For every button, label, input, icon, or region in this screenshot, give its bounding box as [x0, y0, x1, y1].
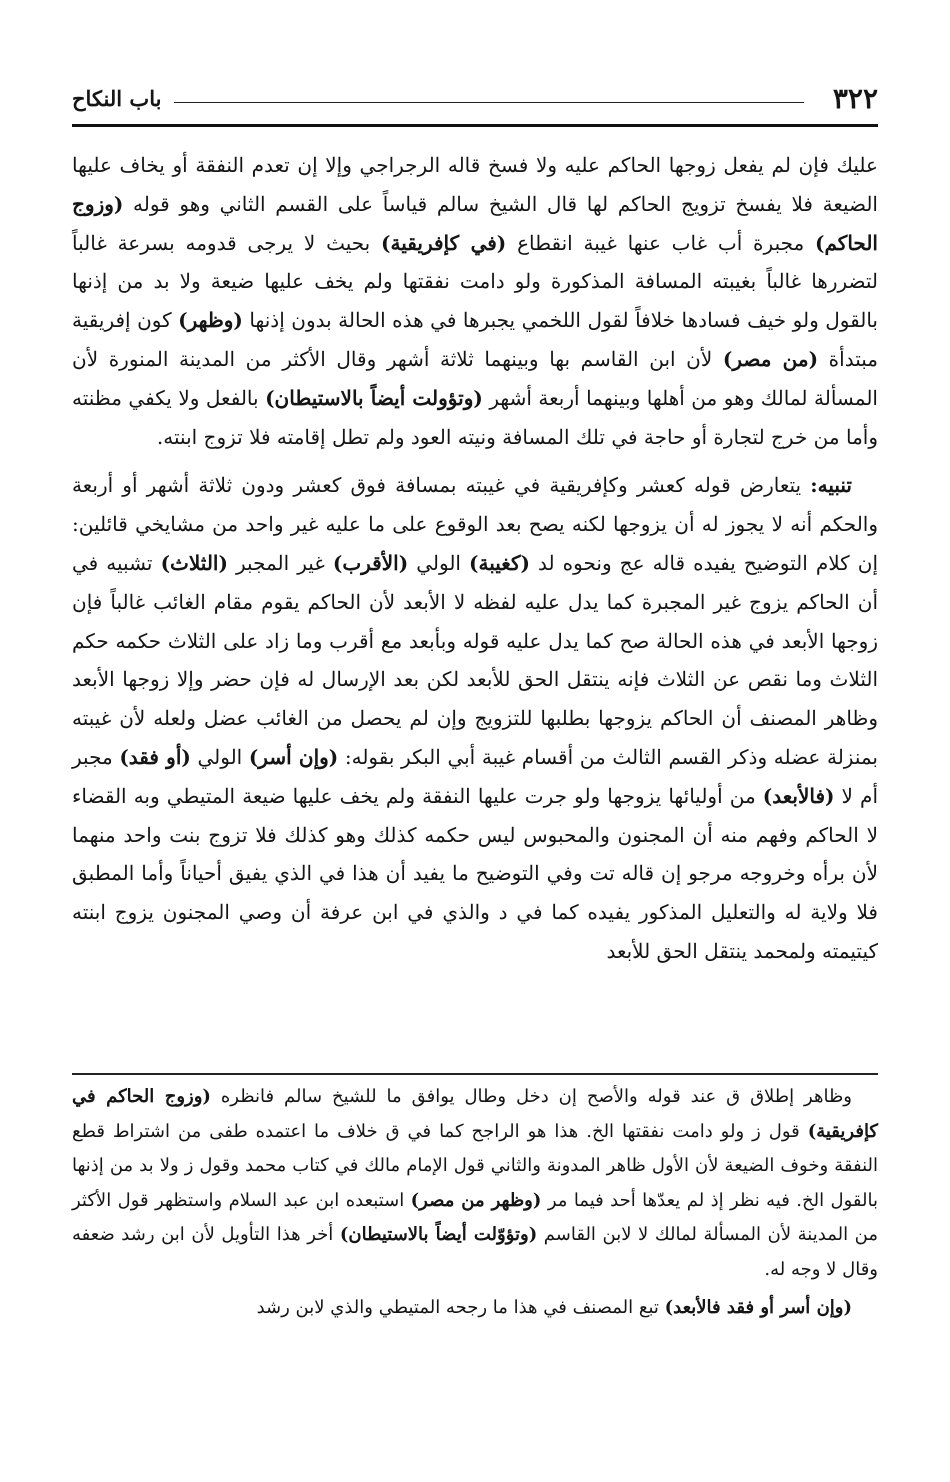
footnote-paragraph-2: [72, 1291, 878, 1326]
matn-quote: (وظهر من مصر): [410, 1189, 542, 1211]
matn-quote: (وزوج الحاكم): [72, 191, 878, 255]
text-run: عليك فإن لم يفعل زوجها الحاكم عليه ولا فسخ قاله الرجراجي وإلا إن تعدم النفقة أو يخاف عليها الضيعة فلا يفسخ تزويج الحاكم لها قال الشيخ سالم قياساً على القسم الثاني وهو قوله: [72, 153, 878, 216]
matn-quote: (الثلاث): [160, 550, 228, 575]
text-run: من أوليائها يزوجها ولو جرت عليها النفقة ولم يخف عليها ضيعة المتيطي وبه القضاء لا الحاكم وفهم منه أن المجنون والمحبوس ليس حكمه كذلك وهو كذلك فلا تزوج بنت واحد منهما لأن برأه وخروجه مرجو إن قاله تت وفي التوضيح ما يفيد أن هذا في الذي يفيق أحياناً وأما المطبق فلا ولاية له والتعليل المذكور يفيده كما في د والذي في ابن عرفة أن وصي المجنون يزوج ابنته كيتيمته ولمحمد ينتقل الحق للأبعد: [72, 783, 878, 963]
matn-quote: (وظهر): [178, 308, 243, 333]
matn-quote: (كغيبة): [469, 550, 530, 575]
text-run: تشبيه في أن الحاكم يزوج غير المجبرة كما يدل عليه لفظه لا الأبعد لأن الحاكم يقوم مقام الغائب غالباً فإن زوجها الأبعد في هذه الحالة صح كما يدل عليه قوله وبأبعد مع أقرب وما زاد على الثلاث حكمه حكم الثلاث وما نقص عن الثلاث فإنه ينتقل الحق للأبعد لكن بعد الإرسال له فإن حضر وإلا زوجها الأبعد وظاهر المصنف أن الحاكم يزوجها بطلبها للتزويج وإن لم يحصل من الغائب عضل ولعله لأن غيبته بمنزلة عضله وذكر القسم الثالث من أقسام غيبة أبي البكر بقوله:: [72, 550, 878, 769]
text-run: يتعارض قوله كعشر وكإفريقية في غيبته بمسافة فوق كعشر ودون ثلاثة أشهر أو أربعة والحكم أنه لا يجوز له أن يزوجها لكنه يصح بعد الوقوع على ما عليه غير واحد من مشايخي قائلين: إن كلام التوضيح يفيده قاله عج ونحوه لد: [72, 473, 879, 575]
text-run: بالفعل ولا يكفي مظنته وأما من خرج لتجارة أو حاجة في تلك المسافة ونيته العود ولم تطل إقامته فلا تزوج ابنته.: [72, 385, 878, 449]
matn-quote: (من مصر): [722, 346, 819, 371]
matn-quote: (وإن أسر أو فقد فالأبعد): [664, 1297, 852, 1318]
matn-quote: (وتؤوّلت أيضاً بالاستيطان): [339, 1224, 538, 1245]
matn-quote: (وزوج الحاكم في كإفريقية): [72, 1086, 878, 1142]
text-run: مجبرة أب غاب عنها غيبة انقطاع: [506, 230, 816, 255]
text-run: مجبر أم لا: [72, 744, 878, 808]
matn-quote: (الأقرب): [332, 550, 409, 575]
note-label: تنبيه:: [810, 473, 852, 498]
text-run: لأن ابن القاسم بها وبينهما ثلاثة أشهر وقال الأكثر من المدينة المنورة لأن المسألة لمالك وهو من أهلها وبينهما أربعة أشهر: [72, 346, 878, 410]
header-dash-line: [174, 102, 804, 103]
text-run: وظاهر إطلاق ق عند قوله والأصح إن دخل وطال يوافق ما للشيخ سالم فانظره: [210, 1086, 852, 1107]
text-run: الولي: [190, 744, 249, 769]
page-header: [72, 82, 878, 118]
running-title: باب النكاح: [72, 86, 162, 111]
text-run: قول ز ولو دامت نفقتها الخ. هذا هو الراجح كما في ق خلاف ما اعتمده طفى من اشتراط قطع النفقة وخوف الضيعة لأن الأول ظاهر المدونة والثاني قول الإمام مالك في كتاب محمد وقول ز ولا بد من إذنها بالقول الخ. فيه نظر إذ لم يعدّها أحد فيما مر: [72, 1120, 879, 1211]
text-run: تبع المصنف في هذا ما رجحه المتيطي والذي لابن رشد: [256, 1297, 665, 1318]
matn-quote: (أو فقد): [119, 744, 191, 769]
main-text: [72, 146, 878, 971]
matn-quote: (في كإفريقية): [381, 230, 507, 255]
main-paragraph-2: [72, 466, 878, 970]
text-run: الولي: [408, 550, 470, 575]
header-rule: [72, 124, 878, 127]
footnotes: [72, 1080, 878, 1326]
main-paragraph-1: [72, 146, 878, 456]
matn-quote: (فالأبعد): [762, 783, 835, 808]
text-run: أخر هذا التأويل لأن ابن رشد ضعفه وقال لا وجه له.: [72, 1224, 878, 1280]
footnote-separator: [72, 1073, 878, 1075]
page-number: ٣٢٢: [832, 82, 878, 115]
text-run: غير المجبر: [227, 550, 333, 575]
matn-quote: (وإن أسر): [248, 744, 339, 769]
text-run: بحيث لا يرجى قدومه بسرعة غالباً لتضررها غالباً بغيبته المسافة المذكورة ولو دامت نفقتها ولم يخف عليها ضيعة ولا بد من إذنها بالقول ولو خيف فسادها خلافاً لقول اللخمي يجبرها في هذه الحالة بدون إذنها: [72, 230, 878, 333]
text-run: كون إفريقية مبتدأة: [72, 308, 878, 371]
footnote-paragraph-1: [72, 1080, 878, 1287]
text-run: استبعده ابن عبد السلام واستظهر قول الأكثر من المدينة لأن المسألة لمالك لا لابن القاسم: [72, 1189, 878, 1245]
book-page: [72, 0, 878, 1482]
matn-quote: (وتؤولت أيضاً بالاستيطان): [265, 385, 483, 410]
